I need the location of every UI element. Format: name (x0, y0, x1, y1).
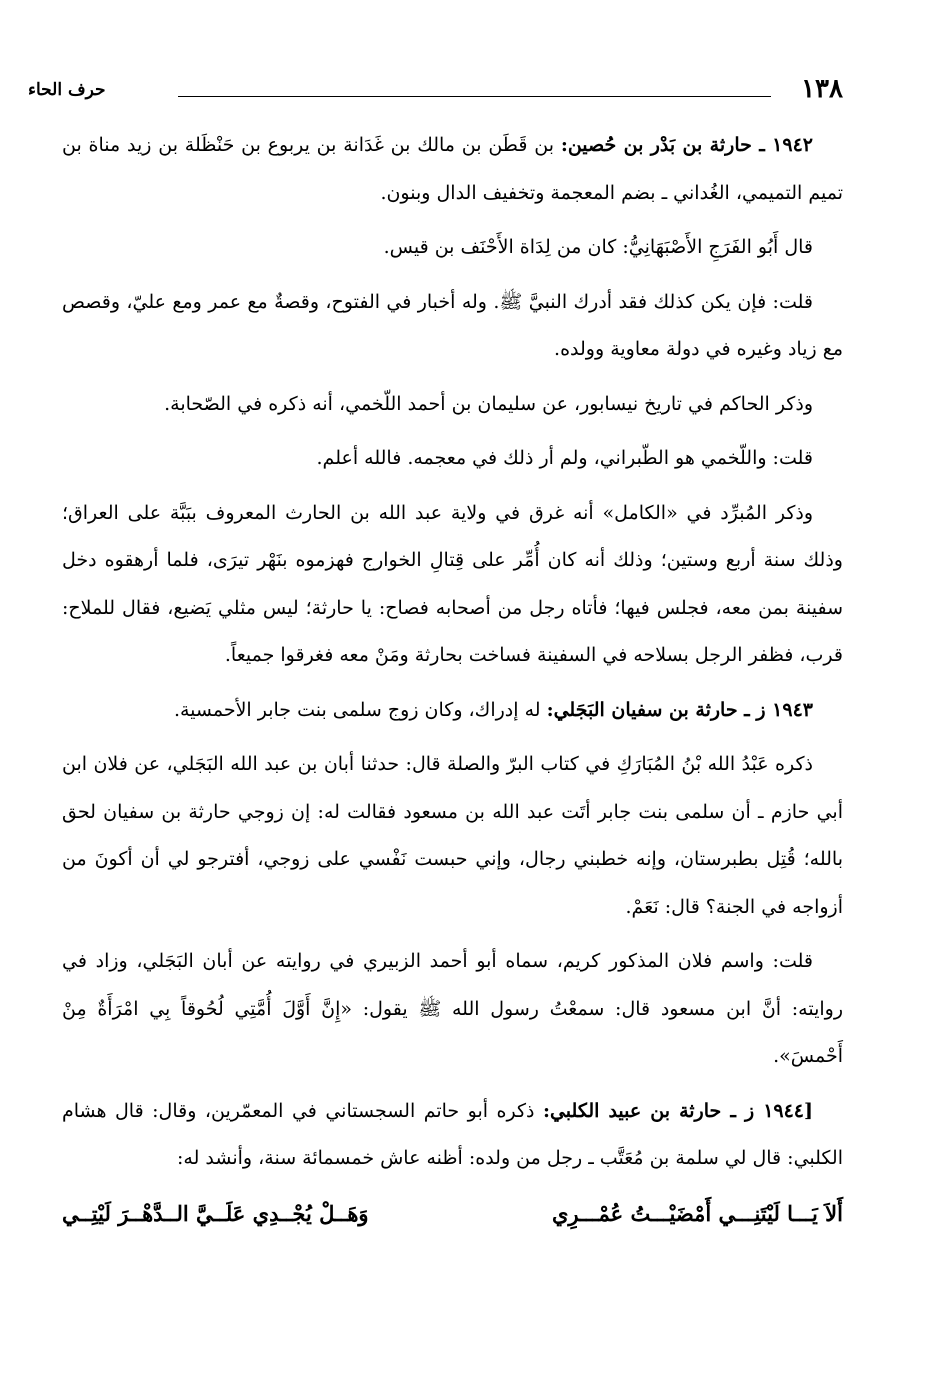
paragraph-text: قلت: واسم فلان المذكور كريم، سماه أبو أحمد الزبيري في روايته عن أبان البَجَلي، وزاد في روايته: أنَّ ابن مسعود قال: سمعْتُ رسول الله ﷺ يقول: «إِنَّ أَوَّلَ أُمَّتِي لُحُوقاً بِي امْرَأَةٌ مِنْ أَحْمسَ». (62, 950, 843, 1067)
paragraph (62, 279, 843, 374)
paragraph-text: وذكر الحاكم في تاريخ نيسابور، عن سليمان بن أحمد اللّخمي، أنه ذكره في الصّحابة. (164, 392, 813, 415)
paragraph (62, 741, 843, 931)
entry-text: له إدراك، وكان زوج سلمى بنت جابر الأحمسية. (173, 698, 547, 721)
verse-second-hemistich: وَهَــلْ يُجْــدِي عَلَــيَّ الــدَّهْــرَ لَيْتِــي (62, 1200, 369, 1226)
entry-1942-paragraph (62, 122, 843, 217)
header-rule (178, 96, 771, 97)
paragraph-text: ذكره عَبْدُ الله بْنُ المُبَارَكِ في كتاب البرّ والصلة قال: حدثنا أبان بن عبد الله البَجَلي، عن فلان ابن أبي حازم ـ أن سلمى بنت جابر أتَت عبد الله بن مسعود فقالت له: إن زوجي حارثة بن سفيان لحق بالله؛ قُتِل بطبرستان، وإنه خطبني رجال، وإني حبست نَفْسي على زوجي، أفترجو لي أن أكونَ من أزواجه في الجنة؟ قال: نَعَمْ. (62, 753, 843, 918)
entry-1944-paragraph (62, 1088, 843, 1183)
paragraph (62, 381, 843, 429)
entry-1943-paragraph (62, 687, 843, 735)
paragraph (62, 224, 843, 272)
page-body (62, 122, 843, 1238)
entry-heading: ١٩٤٢ ـ حارثة بن بَدْر بن حُصين: (560, 134, 813, 156)
paragraph (62, 938, 843, 1081)
running-title: حرف الحاء (28, 80, 106, 100)
entry-heading: [١٩٤٤ ز ـ حارثة بن عبيد الكلبي: (542, 1099, 814, 1122)
paragraph (62, 490, 843, 680)
paragraph-text: وذكر المُبرِّد في «الكامل» أنه غرق في ولاية عبد الله بن الحارث المعروف ببَبَّة على العراق؛ وذلك سنة أربع وستين؛ وذلك أنه كان أُمِّر على قِتالِ الخوارج فهزموه بنَهْر تيرَى، فلما أرهقوه دخل سفينة بمن معه، فجلس فيها؛ فأتاه رجل من أصحابه فصاح: يا حارثة؛ ليس مثلي يَضيع، فقال للملاح: قرب، فظفر الرجل بسلاحه في السفينة فساخت بحارثة ومَنْ معه فغرقوا جميعاً. (62, 501, 843, 666)
page-number: ١٣٨ (801, 74, 843, 104)
entry-heading: ١٩٤٣ ز ـ حارثة بن سفيان البَجَلي: (546, 698, 813, 721)
poetry-verse (62, 1190, 843, 1238)
paragraph-text: قال أَبُو الفَرَجِ الأَصْبَهَانِيُّ: كان من لِدَاة الأَحْنَف بن قيس. (383, 236, 813, 258)
page-header (28, 74, 843, 108)
entry-text: ذكره أبو حاتم السجستاني في المعمّرين، وقال: قال هشام الكلبي: قال لي سلمة بن مُعَتَّب ـ رجل من ولده: أظنه عاش خمسمائة سنة، وأنشد له: (62, 1099, 843, 1169)
paragraph-text: قلت: واللّخمي هو الطّبراني، ولم أر ذلك في معجمه. فالله أعلم. (316, 447, 813, 469)
entry-text: بن قَطَن بن مالك بن غَدَانة بن يربوع بن حَنْظَلة بن زيد مناة بن تميم التميمي، الغُداني ـ بضم المعجمة وتخفيف الدال وبنون. (62, 134, 843, 204)
verse-first-hemistich: أَلاَ يَـــا لَيْتَنِـــي أَمْضَيْـــتُ عُمْـــرِي (552, 1200, 843, 1226)
paragraph (62, 435, 843, 483)
paragraph-text: قلت: فإن يكن كذلك فقد أدرك النبيَّ ﷺ. وله أخبار في الفتوح، وقصةٌ مع عمر ومع عليّ، وقصص مع زياد وغيره في دولة معاوية وولده. (62, 290, 843, 360)
